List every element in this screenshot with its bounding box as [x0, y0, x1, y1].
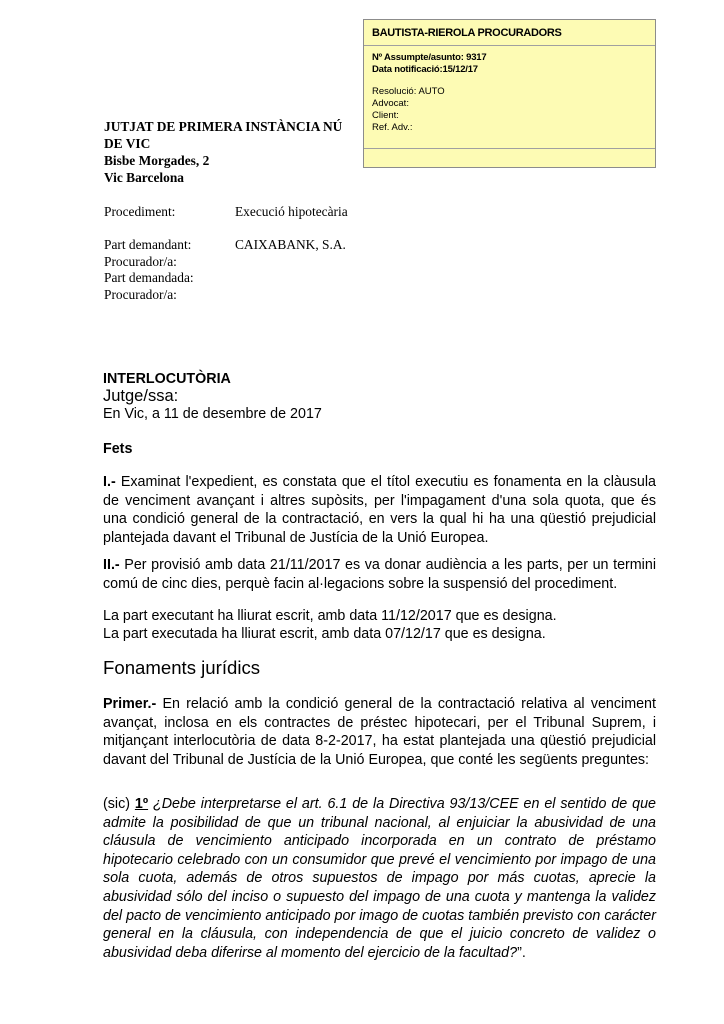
fet-2-executant-line: La part executant ha lliurat escrit, amb data 11/12/2017 que es designa. [103, 608, 557, 624]
part-demandant-label: Part demandant: [104, 237, 192, 252]
quote-number: 1º [134, 796, 149, 812]
fet-2-executada-line: La part executada ha lliurat escrit, amb data 07/12/17 que es designa. [103, 626, 546, 642]
quote-end: ”. [517, 944, 526, 961]
part-demandant-value: CAIXABANK, S.A. [235, 237, 346, 252]
stamp-client: Client: [372, 110, 399, 121]
procurador-label: Procurador/a: [104, 287, 177, 302]
procurador-label: Procurador/a: [104, 254, 177, 269]
fet-2-text: Per provisió amb data 21/11/2017 es va donar audiència a les parts, per un termini comú de cinc dies, perquè facin al·legacions sobre la suspensió del procediment. [103, 557, 656, 592]
stamp-asunto: Nº Assumpte/asunto: 9317 [372, 52, 487, 63]
fet-2-paragraph [103, 556, 656, 593]
primer-label: Primer.- [103, 696, 157, 712]
fets-heading: Fets [103, 441, 133, 457]
fet-2-number: II.- [103, 557, 120, 573]
court-name-line2: DE VIC [104, 136, 151, 151]
part-demandada-label: Part demandada: [104, 270, 194, 285]
court-name: JUTJAT DE PRIMERA INSTÀNCIA NÚ [104, 119, 343, 134]
procediment-label: Procediment: [104, 204, 176, 219]
court-address: Bisbe Morgades, 2 [104, 153, 210, 168]
stamp-ref-adv: Ref. Adv.: [372, 122, 413, 133]
stamp-title: BAUTISTA-RIEROLA PROCURADORS [372, 27, 562, 39]
stamp-resolucio: Resolució: AUTO [372, 86, 445, 97]
jutge-label: Jutge/ssa: [103, 387, 179, 405]
fet-1-number: I.- [103, 474, 116, 490]
primer-paragraph [103, 695, 656, 769]
stamp-data-notificacio: Data notificació:15/12/17 [372, 64, 478, 75]
procurador-stamp [363, 19, 656, 168]
stamp-advocat: Advocat: [372, 98, 409, 109]
document-type: INTERLOCUTÒRIA [103, 371, 231, 387]
court-city: Vic Barcelona [104, 170, 184, 185]
quote-prefix: (sic) [103, 796, 135, 812]
fonaments-heading: Fonaments jurídics [103, 657, 261, 678]
stamp-divider [364, 148, 655, 149]
quoted-question [103, 795, 656, 962]
fet-1-paragraph [103, 473, 656, 547]
primer-text: En relació amb la condició general de la contractació relativa al venciment avançat, inclosa en els contractes de préstec hipotecari, per el Tribunal Suprem, i mitjançant interlocutòria de data 8-2-2017, ha estat plantejada una qüestió prejudicial davant del Tribunal de Justícia de la Unió Europea, que conté les següents preguntes: [103, 696, 656, 768]
fet-1-text: Examinat l'expedient, es constata que el títol executiu es fonamenta en la clàusula de venciment avançant i altres supòsits, per l'impagament d'una sola quota, que és una condició general de la contractació, en vers la qual hi ha una qüestió prejudicial plantejada davant el Tribunal de Justícia de la Unió Europea. [103, 474, 656, 546]
stamp-divider [364, 45, 655, 46]
procediment-value: Execució hipotecària [235, 204, 348, 219]
date-line: En Vic, a 11 de desembre de 2017 [103, 406, 322, 422]
quote-text: ¿Debe interpretarse el art. 6.1 de la Directiva 93/13/CEE en el sentido de que admite la posibilidad de que un tribunal nacional, al enjuiciar la abusividad de una cláusula de vencimiento anticipado incorporada en un contrato de préstamo hipotecario celebrado con un consumidor que prevé el vencimiento por impago de una sola cuota, además de otros supuestos de impago por más cuotas, aprecie la abusividad sólo del inciso o supuesto del impago de una cuota y mantenga la validez del pacto de vencimiento anticipado por imago de cuotas también previsto con carácter general en la cláusula, con independencia de que el juicio concreto de validez o abusividad deba diferirse al momento del ejercicio de la facultad? [103, 796, 656, 961]
